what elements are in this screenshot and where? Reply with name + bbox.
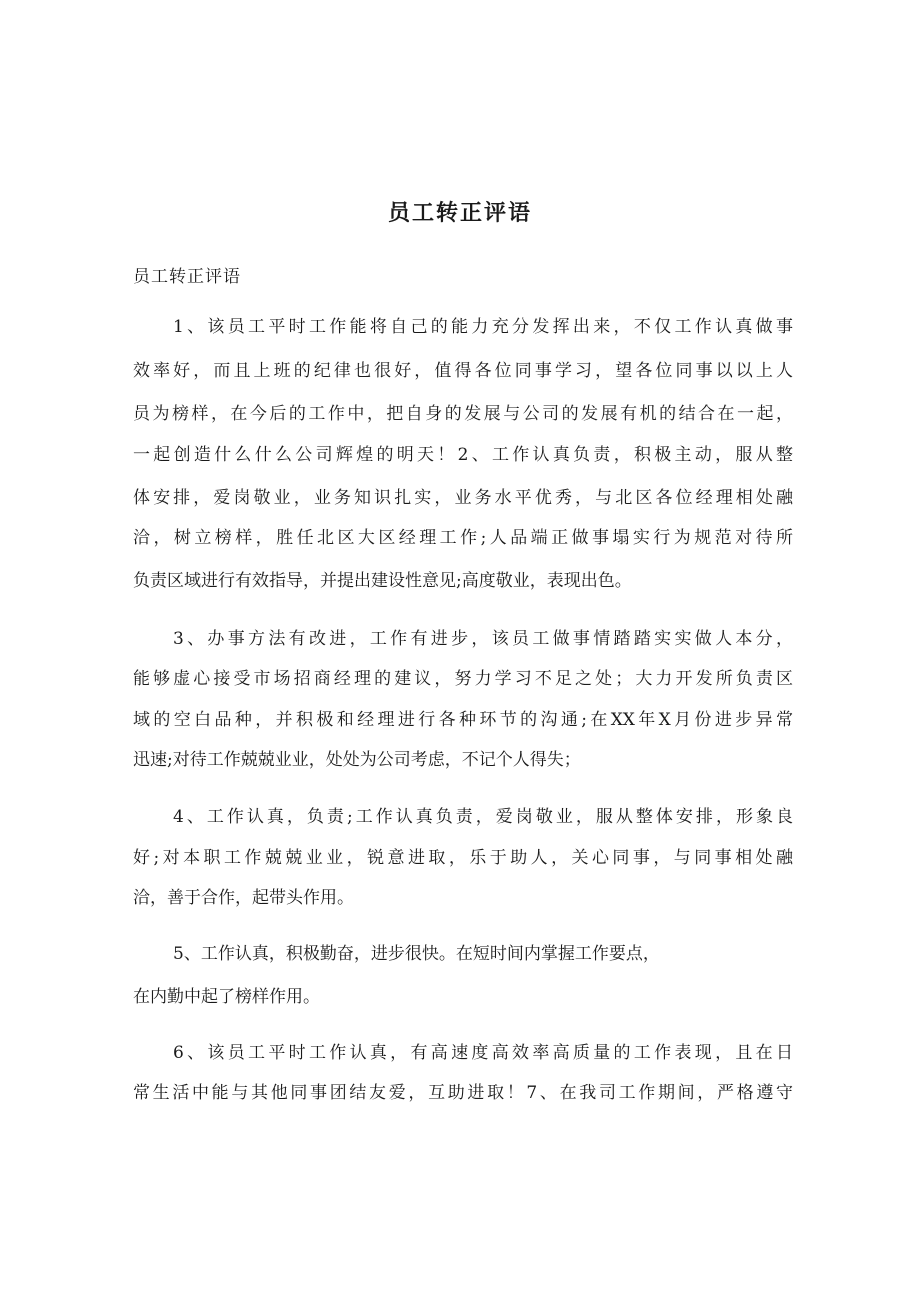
- paragraph-3-line: 4、工作认真，负责;工作认真负责，爱岗敬业，服从整体安排，形象良: [173, 807, 793, 827]
- paragraph-1-line: 体安排，爱岗敬业，业务知识扎实，业务水平优秀，与北区各位经理相处融: [133, 488, 793, 508]
- paragraph-5-line: 常生活中能与其他同事团结友爱，互助进取！7、在我司工作期间，严格遵守: [133, 1083, 793, 1103]
- paragraph-3-line: 洽，善于合作，起带头作用。: [133, 888, 354, 908]
- paragraph-2-line: 迅速;对待工作兢兢业业，处处为公司考虑，不记个人得失；: [133, 750, 581, 770]
- paragraph-1-line: 员为榜样，在今后的工作中，把自身的发展与公司的发展有机的结合在一起，: [133, 404, 793, 424]
- paragraph-4-line: 5、工作认真，积极勤奋，进步很快。在短时间内掌握工作要点，: [173, 944, 660, 964]
- paragraph-1-line: 负责区域进行有效指导，并提出建设性意见;高度敬业，表现出色。: [133, 571, 632, 591]
- paragraph-4-line: 在内勤中起了榜样作用。: [133, 987, 320, 1007]
- paragraph-1-line: 效率好，而且上班的纪律也很好，值得各位同事学习，望各位同事以以上人: [133, 361, 793, 381]
- document-subtitle: 员工转正评语: [133, 267, 241, 287]
- paragraph-1-line: 1、该员工平时工作能将自己的能力充分发挥出来，不仅工作认真做事: [173, 317, 793, 337]
- paragraph-2-line: 3、办事方法有改进，工作有进步，该员工做事情踏踏实实做人本分，: [173, 629, 793, 649]
- paragraph-5-line: 6、该员工平时工作认真，有高速度高效率高质量的工作表现，且在日: [173, 1043, 793, 1063]
- document-title: 员工转正评语: [387, 200, 532, 226]
- paragraph-1-line: 一起创造什么什么公司辉煌的明天！2、工作认真负责，积极主动，服从整: [133, 445, 793, 465]
- paragraph-2-line: 域的空白品种，并积极和经理进行各种环节的沟通;在XX年X月份进步异常: [133, 710, 793, 730]
- paragraph-3-line: 好;对本职工作兢兢业业，锐意进取，乐于助人，关心同事，与同事相处融: [133, 848, 793, 868]
- paragraph-2-line: 能够虚心接受市场招商经理的建议，努力学习不足之处；大力开发所负责区: [133, 669, 793, 689]
- paragraph-1-line: 洽，树立榜样，胜任北区大区经理工作;人品端正做事塌实行为规范对待所: [133, 528, 793, 548]
